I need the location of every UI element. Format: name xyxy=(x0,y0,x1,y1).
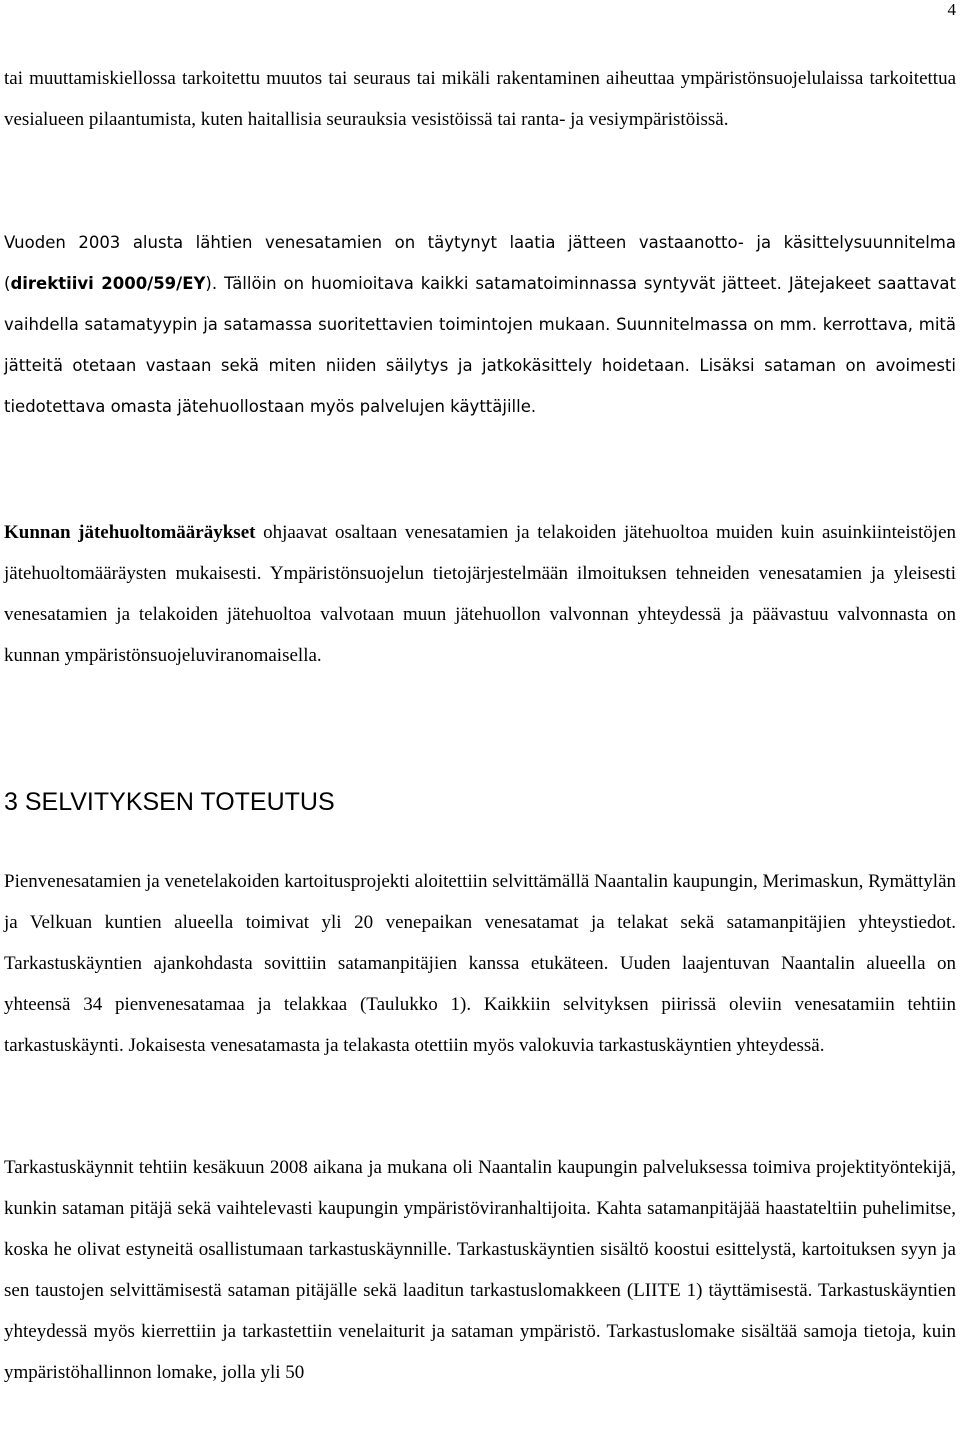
paragraph-1: tai muuttamiskiellossa tarkoitettu muutos tai seuraus tai mikäli rakentaminen aiheuttaa ympäristönsuojelulaissa tarkoitettua vesialueen pilaantumista, kuten haitallisia seurauksia vesistöissä tai ranta- ja vesiympäristöissä. xyxy=(4,68,956,130)
directive-reference: direktiivi 2000/59/EY xyxy=(10,274,206,293)
page-number: 4 xyxy=(947,0,956,19)
paragraph-3-text: ohjaavat osaltaan venesatamien ja telakoiden jätehuoltoa muiden kuin asuinkiinteistöjen jätehuoltomääräysten mukaisesti. Ympäristönsuojelun tietojärjestelmään ilmoituksen tehneiden venesatamien ja yleisesti venesatamien ja telakoiden jätehuoltoa valvotaan muun jätehuollon valvonnan yhteydessä ja päävastuu valvonnasta on kunnan ympäristönsuojeluviranomaisella. xyxy=(4,522,956,666)
section-heading: 3 SELVITYKSEN TOTEUTUS xyxy=(4,788,335,816)
waste-regulations-term: Kunnan jätehuoltomääräykset xyxy=(4,522,256,543)
paragraph-5: Tarkastuskäynnit tehtiin kesäkuun 2008 aikana ja mukana oli Naantalin kaupungin palveluksessa toimiva projektityöntekijä, kunkin sataman pitäjä sekä vaihtelevasti kaupungin ympäristöviranhaltijoita. Kahta satamanpitäjää haastateltiin puhelimitse, koska he olivat estyneitä osallistumaan tarkastuskäynnille. Tarkastuskäyntien sisältö koostui esittelystä, kartoituksen syyn ja sen taustojen selvittämisestä sataman pitäjälle sekä laaditun tarkastuslomakkeen (LIITE 1) täyttämisestä. Tarkastuskäyntien yhteydessä myös kierrettiin ja tarkastettiin venelaiturit ja sataman ympäristö. Tarkastuslomake sisältää samoja tietoja, kuin ympäristöhallinnon lomake, jolla yli 50 xyxy=(4,1157,956,1383)
paragraph-3 xyxy=(4,512,956,676)
paragraph-2 xyxy=(4,222,956,427)
paragraph-2-text-start: Vuoden 2003 alusta lähtien venesatamien on täytynyt laatia jätteen vastaanotto- ja käsittelysuunnitelma ( xyxy=(4,233,956,293)
paragraph-4: Pienvenesatamien ja venetelakoiden kartoitusprojekti aloitettiin selvittämällä Naantalin kaupungin, Merimaskun, Rymättylän ja Velkuan kuntien alueella toimivat yli 20 venepaikan venesatamat ja telakat sekä satamanpitäjien yhteystiedot. Tarkastuskäyntien ajankohdasta sovittiin satamanpitäjien kanssa etukäteen. Uuden laajentuvan Naantalin alueella on yhteensä 34 pienvenesatamaa ja telakkaa (Taulukko 1). Kaikkiin selvityksen piirissä oleviin venesatamiin tehtiin tarkastuskäynti. Jokaisesta venesatamasta ja telakasta otettiin myös valokuvia tarkastuskäyntien yhteydessä. xyxy=(4,871,956,1056)
paragraph-2-text-end: ). Tällöin on huomioitava kaikki satamatoiminnassa syntyvät jätteet. Jätejakeet saattavat vaihdella satamatyypin ja satamassa suoritettavien toimintojen mukaan. Suunnitelmassa on mm. kerrottava, mitä jätteitä otetaan vastaan sekä miten niiden säilytys ja jatkokäsittely hoidetaan. Lisäksi sataman on avoimesti tiedotettava omasta jätehuollostaan myös palvelujen käyttäjille. xyxy=(4,274,957,416)
